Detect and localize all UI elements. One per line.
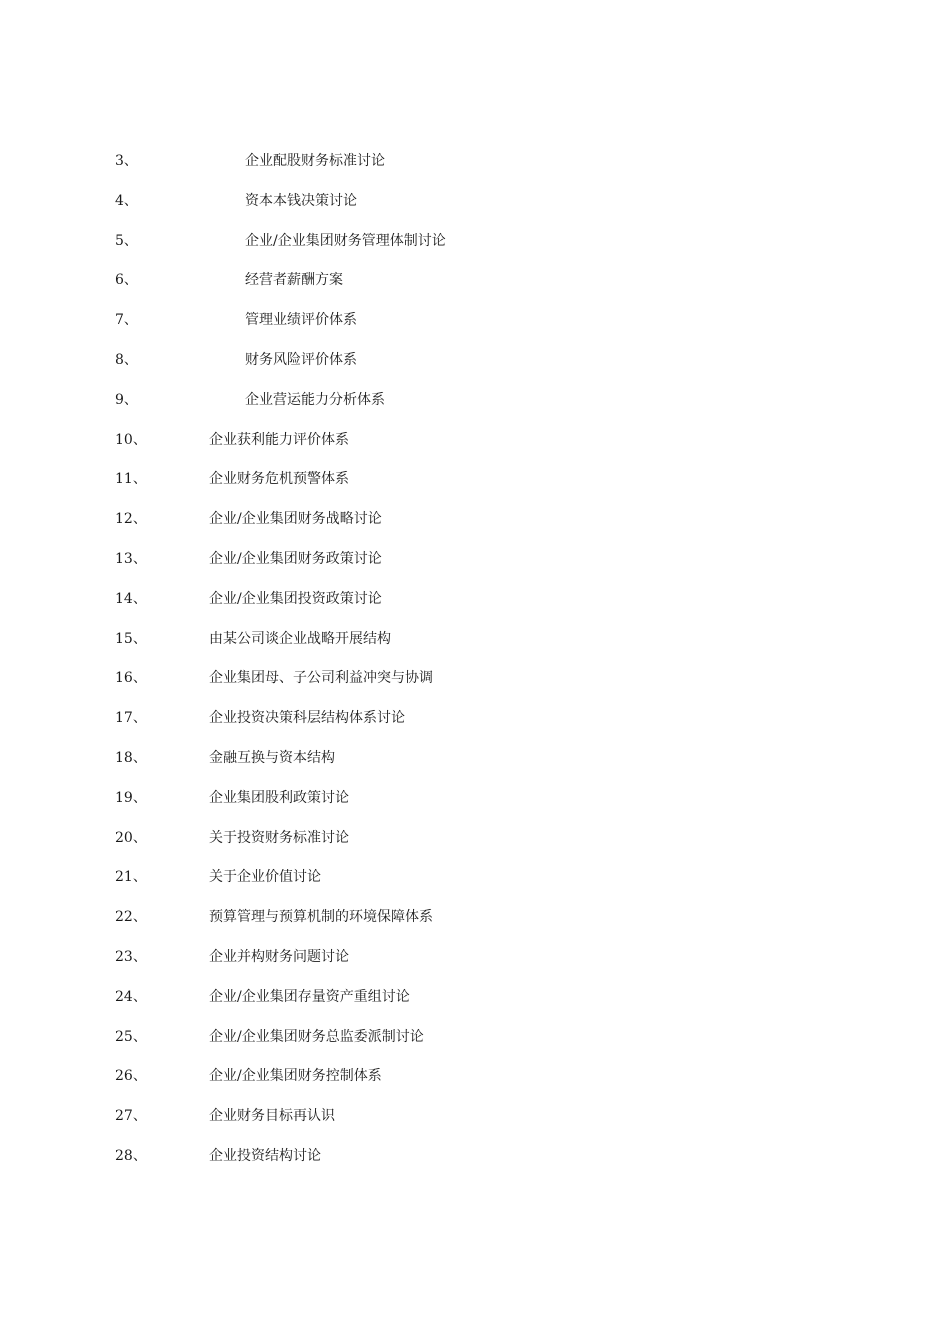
item-number: 17、 [115,710,147,727]
item-number: 22、 [115,909,147,926]
item-number: 5、 [115,232,138,249]
item-text: 由某公司谈企业战略开展结构 [209,630,391,647]
item-text: 资本本钱决策讨论 [245,192,357,209]
item-number: 13、 [115,550,147,567]
item-number: 15、 [115,630,147,647]
item-number: 27、 [115,1108,147,1125]
item-number: 23、 [115,948,147,965]
list-item [115,1026,875,1066]
list-item [115,508,875,548]
list-item [115,1105,875,1145]
item-text: 管理业绩评价体系 [245,312,357,329]
list-item [115,628,875,668]
item-number: 6、 [115,272,138,289]
item-text: 企业配股财务标准讨论 [245,153,385,169]
item-text: 关于投资财务标准讨论 [209,829,349,846]
item-number: 10、 [115,431,147,448]
item-text: 企业获利能力评价体系 [209,431,349,448]
item-number: 3、 [115,153,138,169]
list-item [115,230,875,270]
list-item [115,1145,875,1185]
item-number: 9、 [115,391,138,408]
item-number: 12、 [115,511,147,528]
item-number: 28、 [115,1147,147,1164]
item-text: 企业营运能力分析体系 [245,391,385,408]
list-item [115,150,875,190]
list-item [115,946,875,986]
item-text: 企业/企业集团财务控制体系 [209,1068,382,1085]
list-item [115,389,875,429]
list-item [115,827,875,867]
list-item [115,707,875,747]
item-text: 企业/企业集团财务战略讨论 [209,511,382,528]
list-item [115,866,875,906]
item-text: 金融互换与资本结构 [209,749,335,766]
list-item [115,190,875,230]
item-text: 企业集团母、子公司利益冲突与协调 [209,670,433,687]
list-item [115,986,875,1026]
item-text: 企业财务目标再认识 [209,1108,335,1125]
item-number: 19、 [115,789,147,806]
item-number: 25、 [115,1028,147,1045]
item-text: 企业集团股利政策讨论 [209,789,349,806]
item-number: 8、 [115,351,138,368]
list-item [115,906,875,946]
item-number: 24、 [115,988,147,1005]
list-item [115,667,875,707]
item-text: 企业/企业集团存量资产重组讨论 [209,988,410,1005]
item-number: 11、 [115,471,147,488]
item-text: 企业/企业集团财务政策讨论 [209,550,382,567]
list-item [115,747,875,787]
item-number: 4、 [115,192,138,209]
list-item [115,588,875,628]
topic-list [115,150,875,1185]
item-number: 26、 [115,1068,147,1085]
item-number: 7、 [115,312,138,329]
item-text: 经营者薪酬方案 [245,272,343,289]
item-text: 企业投资结构讨论 [209,1147,321,1164]
list-item [115,1065,875,1105]
item-text: 财务风险评价体系 [245,351,357,368]
list-item [115,548,875,588]
item-text: 企业/企业集团财务总监委派制讨论 [209,1028,424,1045]
item-number: 18、 [115,749,147,766]
item-text: 企业/企业集团财务管理体制讨论 [245,232,446,249]
list-item [115,468,875,508]
item-number: 21、 [115,869,147,886]
list-item [115,787,875,827]
item-text: 企业/企业集团投资政策讨论 [209,590,382,607]
list-item [115,269,875,309]
item-text: 预算管理与预算机制的环境保障体系 [209,909,433,926]
list-item [115,309,875,349]
item-text: 关于企业价值讨论 [209,869,321,886]
item-text: 企业并构财务问题讨论 [209,948,349,965]
item-text: 企业投资决策科层结构体系讨论 [209,710,405,727]
item-text: 企业财务危机预警体系 [209,471,349,488]
list-item [115,429,875,469]
item-number: 20、 [115,829,147,846]
list-item [115,349,875,389]
item-number: 16、 [115,670,147,687]
item-number: 14、 [115,590,147,607]
